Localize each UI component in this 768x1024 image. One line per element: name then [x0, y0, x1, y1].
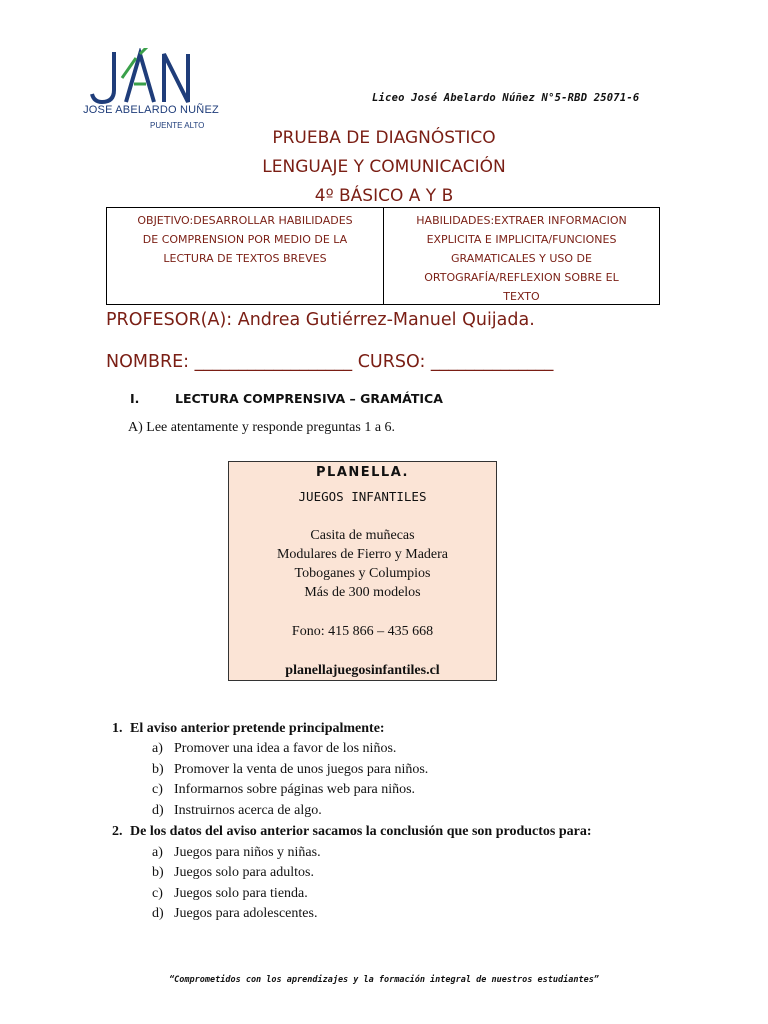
- skills-text-line: ORTOGRAFÍA/REFLEXION SOBRE EL: [424, 271, 619, 284]
- question-1-option-c[interactable]: [152, 782, 415, 798]
- title-line-3: 4º BÁSICO A Y B: [314, 186, 454, 206]
- title-line-2: LENGUAJE Y COMUNICACIÓN: [262, 157, 506, 177]
- objective-text-line: LECTURA DE TEXTOS BREVES: [163, 252, 327, 265]
- question-2-option-b[interactable]: [152, 865, 314, 881]
- question-1-option-b[interactable]: [152, 762, 428, 778]
- option-text: Informarnos sobre páginas web para niños.: [174, 782, 416, 797]
- ad-item: Toboganes y Columpios: [294, 566, 431, 581]
- option-letter: c): [152, 886, 163, 901]
- option-text: Juegos para adolescentes.: [174, 906, 318, 921]
- question-2-option-c[interactable]: [152, 886, 308, 902]
- question-1-option-d[interactable]: [152, 803, 322, 819]
- name-course-line: NOMBRE: __________________ CURSO: ______________: [106, 352, 554, 372]
- ad-item: Modulares de Fierro y Madera: [276, 547, 449, 562]
- question-1: [112, 721, 385, 737]
- question-2: [112, 824, 592, 840]
- logo-subtitle: PUENTE ALTO: [150, 121, 205, 130]
- teacher-line: PROFESOR(A): Andrea Gutiérrez-Manuel Quijada.: [106, 310, 535, 330]
- school-header-line: Liceo José Abelardo Núñez N°5-RBD 25071-6: [372, 92, 640, 104]
- logo-school-name: JOSE ABELARDO NUÑEZ: [83, 104, 219, 116]
- objective-text-line: OBJETIVO:DESARROLLAR HABILIDADES: [137, 214, 353, 227]
- skills-text-line: TEXTO: [503, 290, 540, 303]
- ad-item: Más de 300 modelos: [304, 585, 421, 600]
- option-text: Juegos solo para adultos.: [174, 865, 314, 880]
- section-title: LECTURA COMPRENSIVA – GRAMÁTICA: [175, 391, 443, 406]
- question-number: 1.: [112, 721, 123, 736]
- ad-subtitle: JUEGOS INFANTILES: [298, 489, 427, 504]
- option-letter: d): [152, 906, 164, 921]
- question-2-option-a[interactable]: [152, 845, 321, 861]
- question-number: 2.: [112, 824, 123, 839]
- ad-phone: Fono: 415 866 – 435 668: [291, 624, 434, 639]
- objectives-table: [106, 207, 660, 305]
- question-text: De los datos del aviso anterior sacamos la conclusión que son productos para:: [130, 824, 592, 839]
- option-text: Promover la venta de unos juegos para niños.: [174, 762, 429, 777]
- ad-brand: PLANELLA.: [316, 465, 409, 480]
- objective-cell: [107, 208, 384, 304]
- question-text: El aviso anterior pretende principalmente:: [130, 721, 385, 736]
- option-letter: b): [152, 762, 164, 777]
- option-letter: b): [152, 865, 164, 880]
- question-2-option-d[interactable]: [152, 906, 317, 922]
- skills-text-line: EXPLICITA E IMPLICITA/FUNCIONES: [426, 233, 617, 246]
- reading-instruction: A) Lee atentamente y responde preguntas 1 a 6.: [128, 420, 396, 435]
- option-letter: d): [152, 803, 164, 818]
- option-letter: a): [152, 845, 163, 860]
- skills-text-line: GRAMATICALES Y USO DE: [451, 252, 592, 265]
- skills-text-line: HABILIDADES:EXTRAER INFORMACION: [416, 214, 627, 227]
- title-line-1: PRUEBA DE DIAGNÓSTICO: [272, 128, 496, 148]
- question-1-option-a[interactable]: [152, 741, 396, 757]
- ad-item: Casita de muñecas: [310, 528, 415, 543]
- skills-cell: [384, 208, 659, 304]
- option-letter: c): [152, 782, 163, 797]
- advertisement-box: [228, 461, 497, 681]
- footer-motto: “Comprometidos con los aprendizajes y la formación integral de nuestros estudiantes”: [169, 975, 599, 985]
- option-letter: a): [152, 741, 163, 756]
- section-number: I.: [130, 391, 140, 406]
- option-text: Juegos solo para tienda.: [174, 886, 308, 901]
- option-text: Juegos para niños y niñas.: [174, 845, 321, 860]
- option-text: Promover una idea a favor de los niños.: [174, 741, 397, 756]
- objective-text-line: DE COMPRENSION POR MEDIO DE LA: [142, 233, 348, 246]
- option-text: Instruirnos acerca de algo.: [174, 803, 322, 818]
- ad-website: planellajuegosinfantiles.cl: [285, 663, 440, 678]
